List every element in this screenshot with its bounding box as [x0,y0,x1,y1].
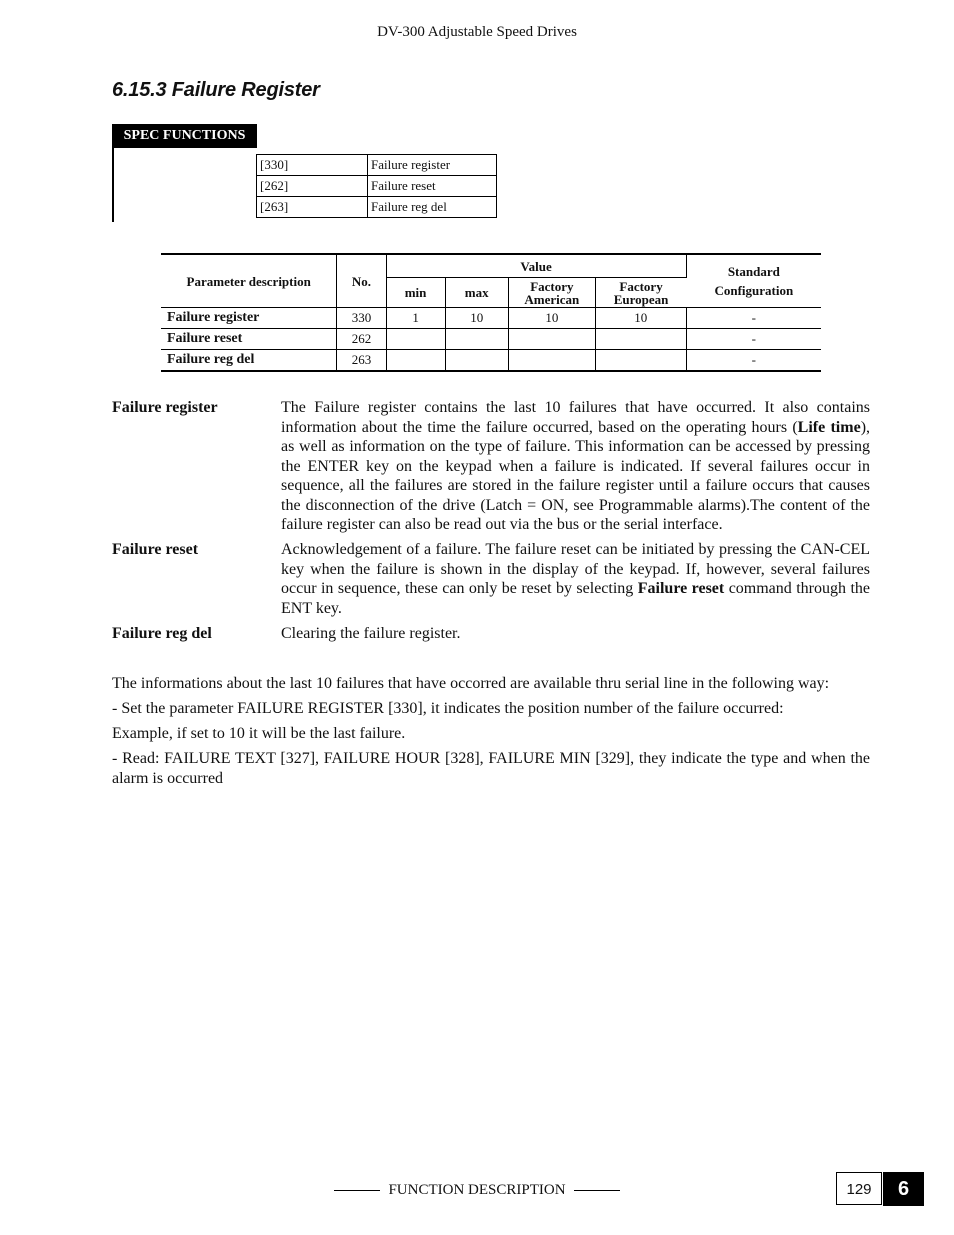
param-factory-european [595,329,686,350]
paragraph-set-parameter: - Set the parameter FAILURE REGISTER [330], it indicates the position number of the failure occurred: [112,700,784,717]
header-parameter-description: Parameter description [161,254,337,308]
page-number: 129 [836,1172,882,1205]
header-value: Value [386,254,686,278]
page-footer [0,1182,954,1199]
term-failure-register: Failure register [112,399,218,416]
param-standard: - [686,308,821,329]
spec-functions-table [256,154,497,218]
param-factory-american [508,329,595,350]
param-name: Failure register [161,308,337,329]
spec-code: [263] [257,197,368,218]
paragraph-example: Example, if set to 10 it will be the last failure. [112,725,406,742]
term-failure-reg-del: Failure reg del [112,625,212,642]
description-text: ), as well as information on the type of failure. This information can be accessed by pressing the ENTER key on the keypad when a failure is indicated. If several failures occur in sequence, all the failures are stored in the failure register until a failure occurs that causes the disconnection of the drive (Latch = ON, see Programmable alarms).The content of the failure register can also be read out via the bus or the serial interface. [281,418,871,533]
spec-row [257,176,497,197]
description-text: Acknowledgement of a failure. The failure reset can be initiated by pressing the CAN-CEL key when the failure is shown in the display of the keypad. If, however, several failures occur in sequence, these can only be reset by selecting [281,541,870,597]
param-max: 10 [445,308,508,329]
term-failure-reset: Failure reset [112,541,199,558]
param-standard: - [686,350,821,372]
table-row [161,329,821,350]
description-failure-reg-del: Clearing the failure register. [281,625,461,642]
paragraph-read: - Read: FAILURE TEXT [327], FAILURE HOUR [328], FAILURE MIN [329], they indicate the type and when the alarm is occurred [112,750,870,787]
param-factory-european: 10 [595,308,686,329]
param-name: Failure reg del [161,350,337,372]
description-failure-register [281,398,870,535]
header-factory-american [508,278,595,308]
table-row [161,350,821,372]
page-header: DV-300 Adjustable Speed Drives [377,24,577,40]
header-factory-american-line2: American [524,291,580,307]
header-no: No. [337,254,386,308]
param-standard: - [686,329,821,350]
description-text: The Failure register contains the last 10 failures that have occurred. It also contains information about the time the failure occurred, based on the operating hours ( [281,399,870,436]
header-factory-european [595,278,686,308]
param-name: Failure reset [161,329,337,350]
header-factory-american-line1: Factory [530,278,574,294]
param-max [445,329,508,350]
spec-row [257,197,497,218]
description-text: command through the ENT key. [281,580,870,617]
parameter-table [161,253,821,372]
param-no: 262 [337,329,386,350]
footer-rule-left [334,1190,380,1191]
header-standard: Standard [727,264,780,279]
spec-code: [262] [257,176,368,197]
header-min: min [386,278,445,308]
param-factory-american [508,350,595,372]
param-no: 330 [337,308,386,329]
param-max [445,350,508,372]
param-min [386,329,445,350]
section-title: 6.15.3 Failure Register [112,79,320,101]
spec-name: Failure register [368,155,497,176]
spec-name: Failure reg del [368,197,497,218]
paragraph-intro: The informations about the last 10 failures that have occorred are available thru serial line in the following way: [112,675,830,692]
param-min [386,350,445,372]
header-factory-european-line2: European [613,291,669,307]
param-factory-european [595,350,686,372]
param-no: 263 [337,350,386,372]
header-configuration: Configuration [714,283,794,298]
footer-label: FUNCTION DESCRIPTION [388,1182,566,1198]
header-max: max [445,278,508,308]
description-bold-term: Life time [797,418,861,436]
description-failure-reset [281,540,870,618]
spec-name: Failure reset [368,176,497,197]
spec-code: [330] [257,155,368,176]
description-bold-term: Failure reset [637,580,725,597]
footer-rule-right [574,1190,620,1191]
header-standard-configuration [686,254,821,308]
header-factory-european-line1: Factory [619,278,663,294]
param-factory-american: 10 [508,308,595,329]
param-min: 1 [386,308,445,329]
spec-functions-border [112,148,114,222]
table-row [161,308,821,329]
spec-functions-label: SPEC FUNCTIONS [112,124,257,148]
spec-row [257,155,497,176]
chapter-tab: 6 [883,1172,924,1206]
